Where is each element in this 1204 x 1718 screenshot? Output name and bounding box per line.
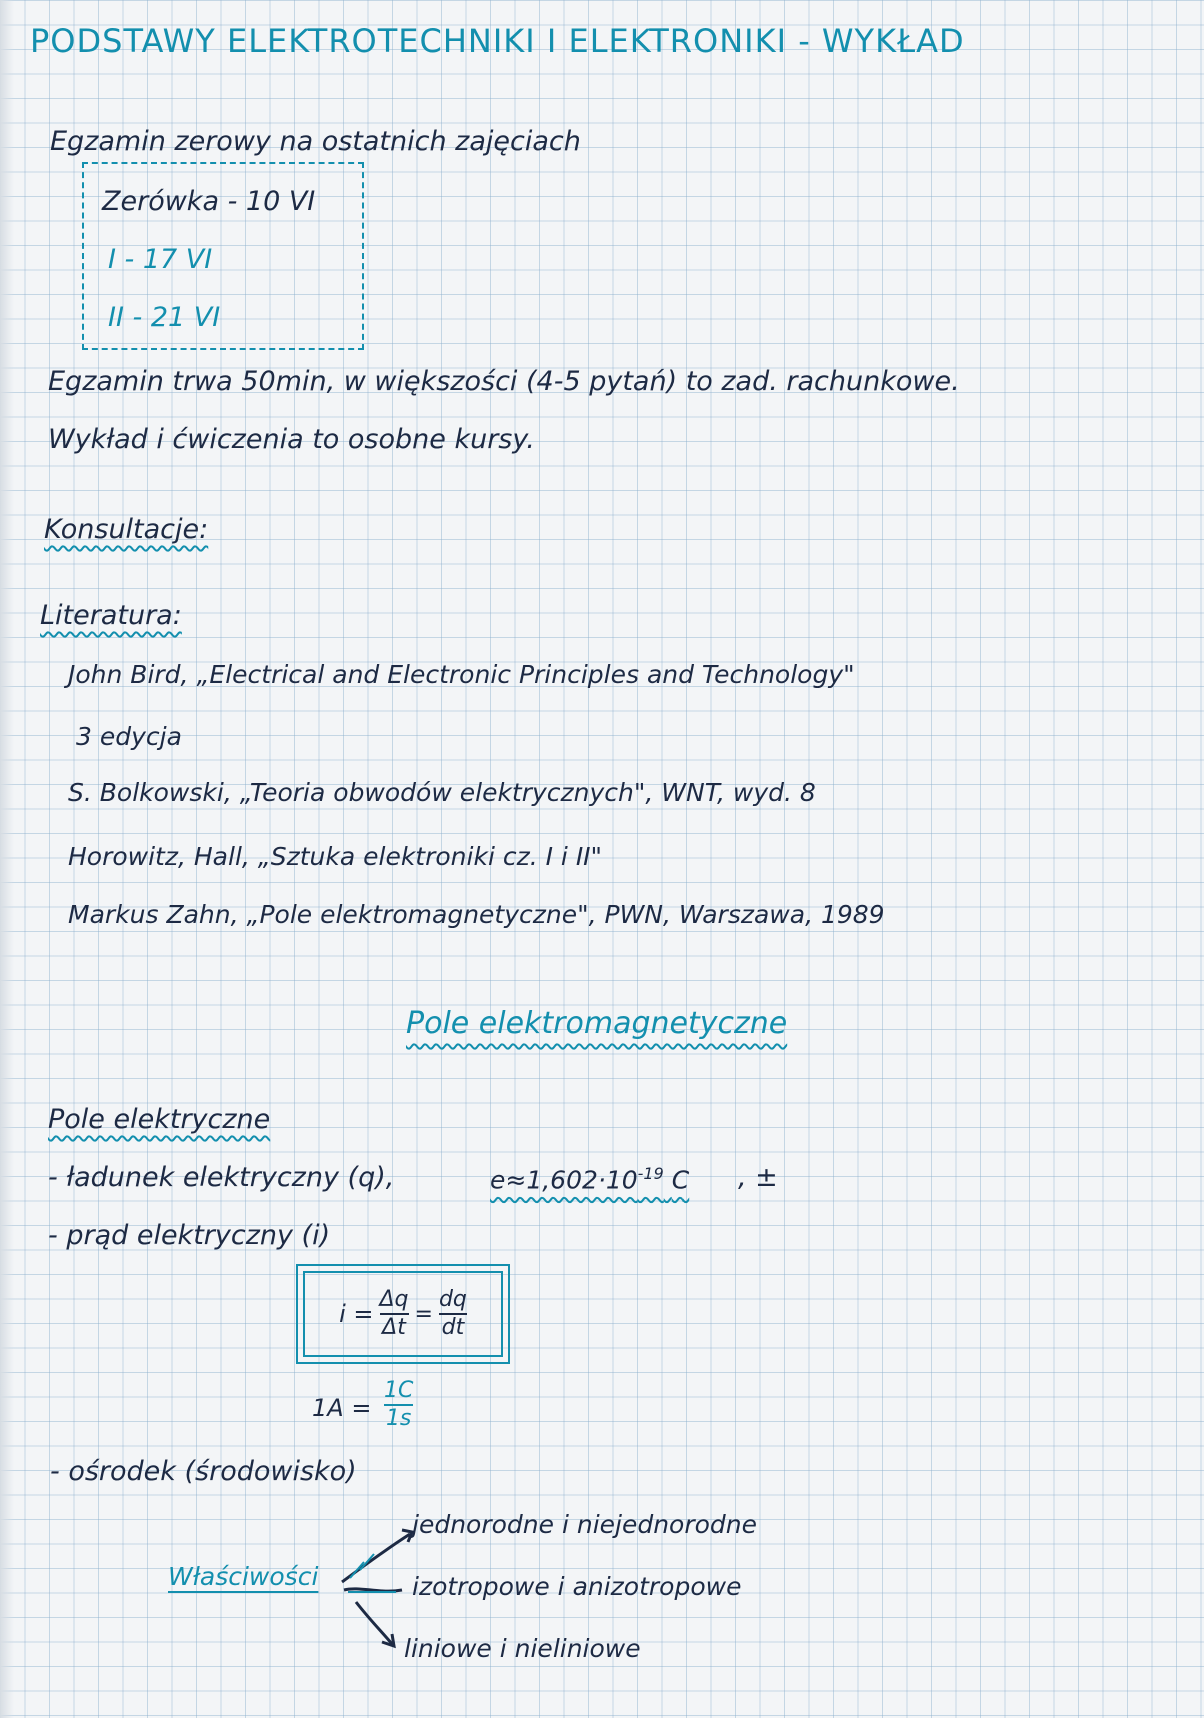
exam-date-second: II - 21 VI — [108, 302, 221, 333]
page-title: PODSTAWY ELEKTROTECHNIKI I ELEKTRONIKI - WYKŁAD — [30, 22, 965, 60]
unit-fraction — [384, 1378, 413, 1432]
properties-label: Właściwości — [168, 1562, 319, 1591]
section-title: Pole elektromagnetyczne — [406, 1006, 788, 1041]
unit-denominator: 1s — [385, 1406, 412, 1431]
formula-lhs: i = — [339, 1300, 374, 1328]
exam-duration-note: Egzamin trwa 50min, w większości (4-5 pytań) to zad. rachunkowe. — [48, 366, 960, 397]
exam-date-first: I - 17 VI — [108, 244, 213, 275]
unit-formula-fraction — [384, 1378, 413, 1432]
page-edge — [0, 0, 14, 1718]
property-item: izotropowe i anizotropowe — [412, 1572, 742, 1601]
current-formula — [303, 1271, 503, 1357]
literature-item: Horowitz, Hall, „Sztuka elektroniki cz. I i II" — [68, 842, 603, 871]
literature-item: Markus Zahn, „Pole elektromagnetyczne", PWN, Warszawa, 1989 — [68, 900, 885, 929]
formula-numerator: Δq — [379, 1287, 409, 1312]
formula-denominator: dt — [441, 1315, 465, 1340]
current-formula-box — [296, 1264, 510, 1364]
literature-heading: Literatura: — [40, 600, 182, 631]
charge-exponent: -19 — [637, 1164, 664, 1183]
literature-item: John Bird, „Electrical and Electronic Principles and Technology" — [68, 660, 855, 689]
charge-value-base: e≈1,602·10 — [490, 1165, 638, 1195]
current-label: - prąd elektryczny (i) — [48, 1220, 331, 1251]
exam-courses-note: Wykład i ćwiczenia to osobne kursy. — [48, 424, 535, 455]
unit-formula-lhs: 1A = — [312, 1394, 372, 1422]
unit-numerator: 1C — [384, 1378, 414, 1403]
formula-numerator: dq — [438, 1287, 467, 1312]
literature-item: 3 edycja — [76, 722, 182, 751]
charge-unit: C — [671, 1165, 690, 1195]
charge-sign: , ± — [738, 1162, 778, 1193]
formula-equals: = — [414, 1301, 433, 1327]
literature-item: S. Bolkowski, „Teoria obwodów elektrycznych", WNT, wyd. 8 — [68, 778, 816, 807]
formula-denominator: Δt — [382, 1315, 406, 1340]
property-item: jednorodne i niejednorodne — [412, 1510, 758, 1539]
consultations-heading: Konsultacje: — [44, 514, 209, 545]
subsection-heading: Pole elektryczne — [48, 1104, 271, 1135]
charge-value — [490, 1164, 689, 1194]
property-item: liniowe i nieliniowe — [404, 1634, 641, 1663]
exam-date-zerowka: Zerówka - 10 VI — [102, 186, 316, 217]
formula-fraction-derivative — [439, 1287, 467, 1341]
formula-fraction-delta — [380, 1287, 409, 1341]
charge-label: - ładunek elektryczny (q), — [48, 1162, 395, 1193]
medium-label: - ośrodek (środowisko) — [50, 1456, 357, 1487]
exam-heading: Egzamin zerowy na ostatnich zajęciach — [50, 126, 581, 157]
